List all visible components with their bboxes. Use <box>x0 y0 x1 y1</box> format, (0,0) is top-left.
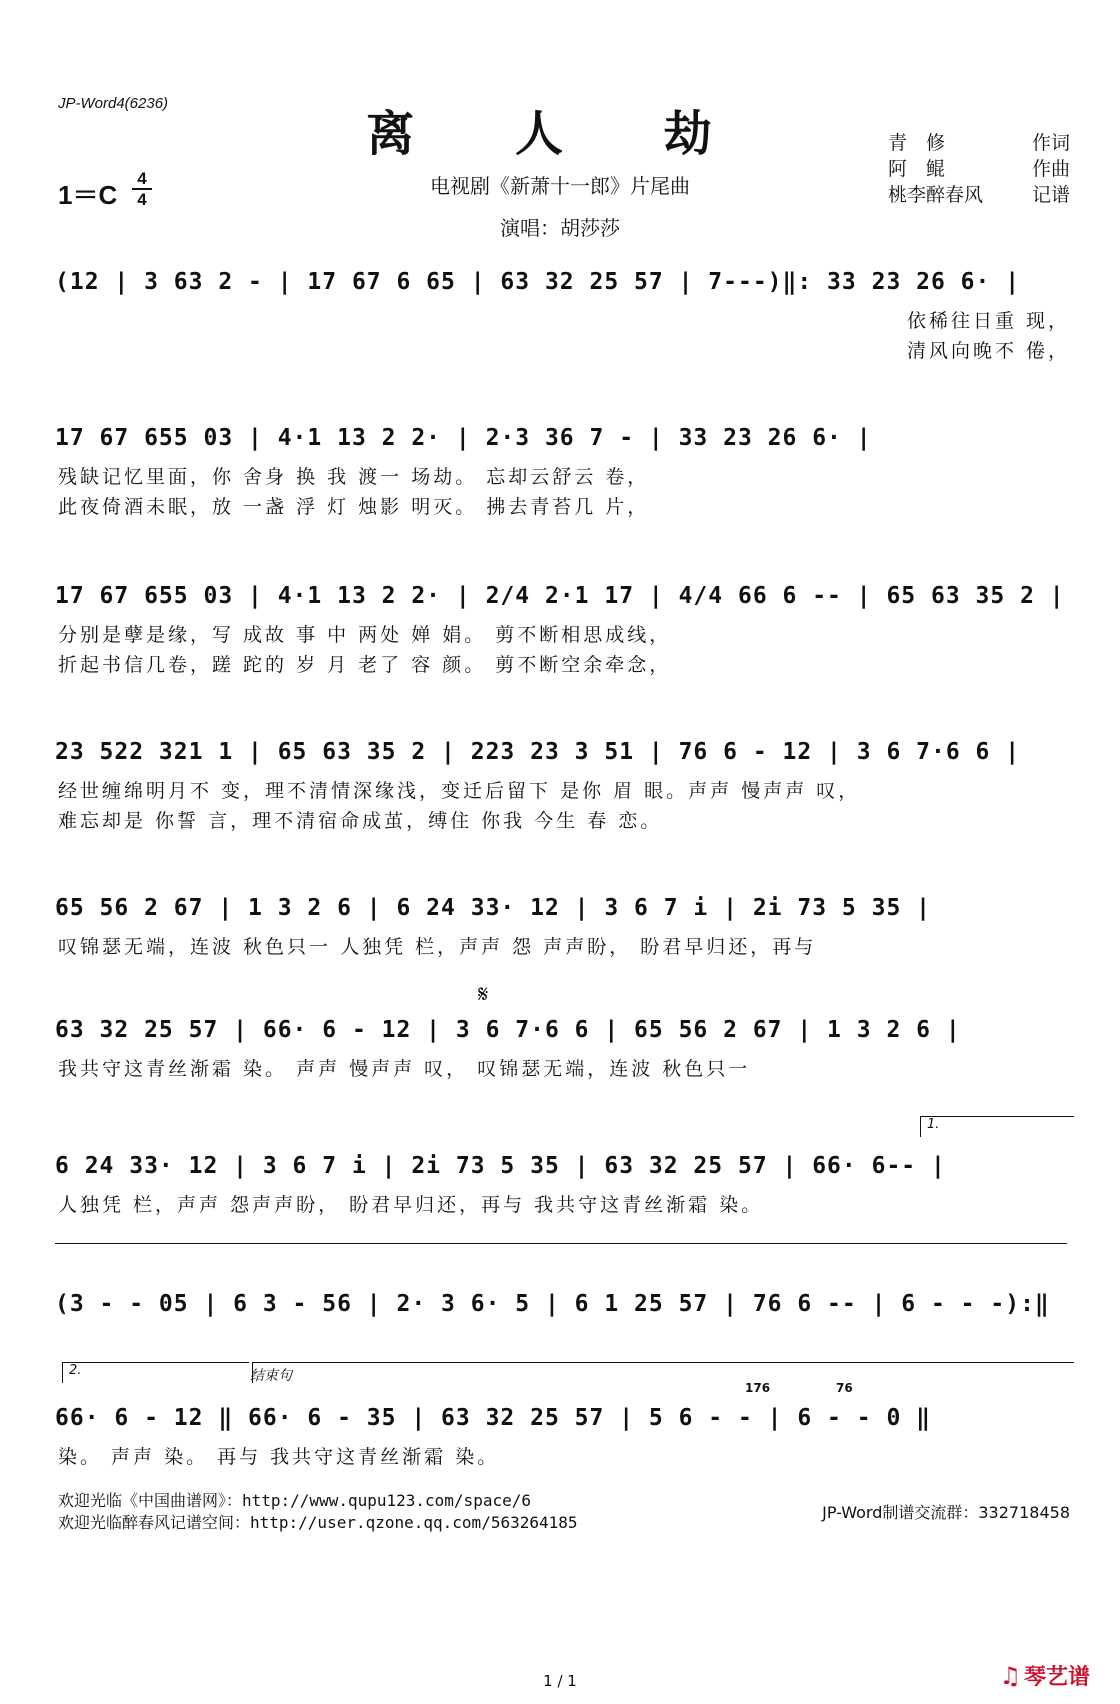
notation-line-5: 65 56 2 67 | 1 3 2 6 | 6 24 33· 12 | 3 6 7 i | 2i 73 5 35 | <box>55 895 931 921</box>
segno-mark: 𝄋 <box>478 980 489 1008</box>
lyric-line-2b: 此夜倚酒未眠，放 一盏 浮 灯 烛影 明灭。 拂去青苔几 片， <box>58 496 650 518</box>
notation-line-3: 17 67 655 03 | 4·1 13 2 2· | 2/4 2·1 17 | 4/4 66 6 -- | 65 63 35 2 | <box>55 583 1065 609</box>
time-signature: 4 4 <box>132 170 152 208</box>
lyric-line-3a: 分别是孽是缘，写 成故 事 中 两处 婵 娟。 剪不断相思成线， <box>58 624 672 646</box>
credit-transcriber: 桃李醉春风 记谱 <box>888 184 1070 206</box>
grace-notes-1: 176 <box>745 1381 771 1395</box>
notation-line-6: 63 32 25 57 | 66· 6 - 12 | 3 6 7·6 6 | 65 56 2 67 | 1 3 2 6 | <box>55 1017 961 1043</box>
lyric-line-9: 染。 声声 染。 再与 我共守这青丝渐霜 染。 <box>58 1446 500 1468</box>
footer-links <box>58 1490 578 1534</box>
credit-lyricist: 青 修 作词 <box>888 132 1070 154</box>
lyric-line-4a: 经世缠绵明月不 变，理不清情深缘浅，变迁后留下 是你 眉 眼。声声 慢声声 叹， <box>58 780 861 802</box>
lyric-line-2a: 残缺记忆里面，你 舍身 换 我 渡一 场劫。 忘却云舒云 卷， <box>58 466 650 488</box>
grace-notes-2: 76 <box>836 1381 853 1395</box>
song-title: 离 人 劫 <box>366 106 754 162</box>
volta-1: 1. <box>920 1116 1074 1137</box>
software-label: JP-Word4(6236) <box>58 95 169 112</box>
volta-2: 2. <box>62 1362 249 1383</box>
lyric-line-4b: 难忘却是 你誓 言，理不清宿命成茧，缚住 你我 今生 春 恋。 <box>58 810 663 832</box>
notation-line-9: 66· 6 - 12 ‖ 66· 6 - 35 | 63 32 25 57 | 5 6 - - | 6 - - 0 ‖ <box>55 1405 931 1431</box>
credits <box>888 130 1070 208</box>
key-signature: 1＝C <box>58 180 118 210</box>
music-note-icon: ♫ <box>999 1662 1021 1690</box>
lyric-line-1a: 依稀往日重 现， <box>906 310 1070 332</box>
section-divider <box>55 1243 1067 1244</box>
footer-link-2[interactable]: 欢迎光临醉春风记谱空间：http://user.qzone.qq.com/563264185 <box>58 1513 578 1532</box>
page-number: 1 / 1 <box>543 1672 577 1690</box>
lyric-line-6: 我共守这青丝渐霜 染。 声声 慢声声 叹， 叹锦瑟无端，连波 秋色只一 <box>58 1058 751 1080</box>
footer-link-1[interactable]: 欢迎光临《中国曲谱网》：http://www.qupu123.com/space/6 <box>58 1491 531 1510</box>
lyric-line-3b: 折起书信几卷，蹉 跎的 岁 月 老了 容 颜。 剪不断空余牵念， <box>58 654 672 676</box>
notation-line-1: (12 | 3 63 2 - | 17 67 6 65 | 63 32 25 57 | 7---)‖: 33 23 26 6· | <box>55 269 1021 295</box>
watermark-logo: ♫ 琴艺谱 <box>999 1662 1090 1690</box>
ending-bracket <box>252 1362 1074 1383</box>
lyric-line-7: 人独凭 栏，声声 怨声声盼， 盼君早归还，再与 我共守这青丝渐霜 染。 <box>58 1194 764 1216</box>
lyric-line-1b: 清风向晚不 倦， <box>906 340 1070 362</box>
lyric-line-5: 叹锦瑟无端，连波 秋色只一 人独凭 栏，声声 怨 声声盼， 盼君早归还，再与 <box>58 936 817 958</box>
subtitle: 电视剧《新萧十一郎》片尾曲 <box>430 174 690 198</box>
notation-line-7: 6 24 33· 12 | 3 6 7 i | 2i 73 5 35 | 63 32 25 57 | 66· 6-- | <box>55 1153 946 1179</box>
singer: 演唱：胡莎莎 <box>500 216 620 240</box>
ending-label: 结束句 <box>250 1368 292 1384</box>
credit-composer: 阿 鲲 作曲 <box>888 158 1070 180</box>
notation-line-2: 17 67 655 03 | 4·1 13 2 2· | 2·3 36 7 - | 33 23 26 6· | <box>55 425 872 451</box>
notation-line-4: 23 522 321 1 | 65 63 35 2 | 223 23 3 51 | 76 6 - 12 | 3 6 7·6 6 | <box>55 739 1021 765</box>
notation-line-8: (3 - - 05 | 6 3 - 56 | 2· 3 6· 5 | 6 1 25 57 | 76 6 -- | 6 - - -):‖ <box>55 1291 1050 1317</box>
qq-group: JP-Word制谱交流群：332718458 <box>822 1503 1070 1522</box>
